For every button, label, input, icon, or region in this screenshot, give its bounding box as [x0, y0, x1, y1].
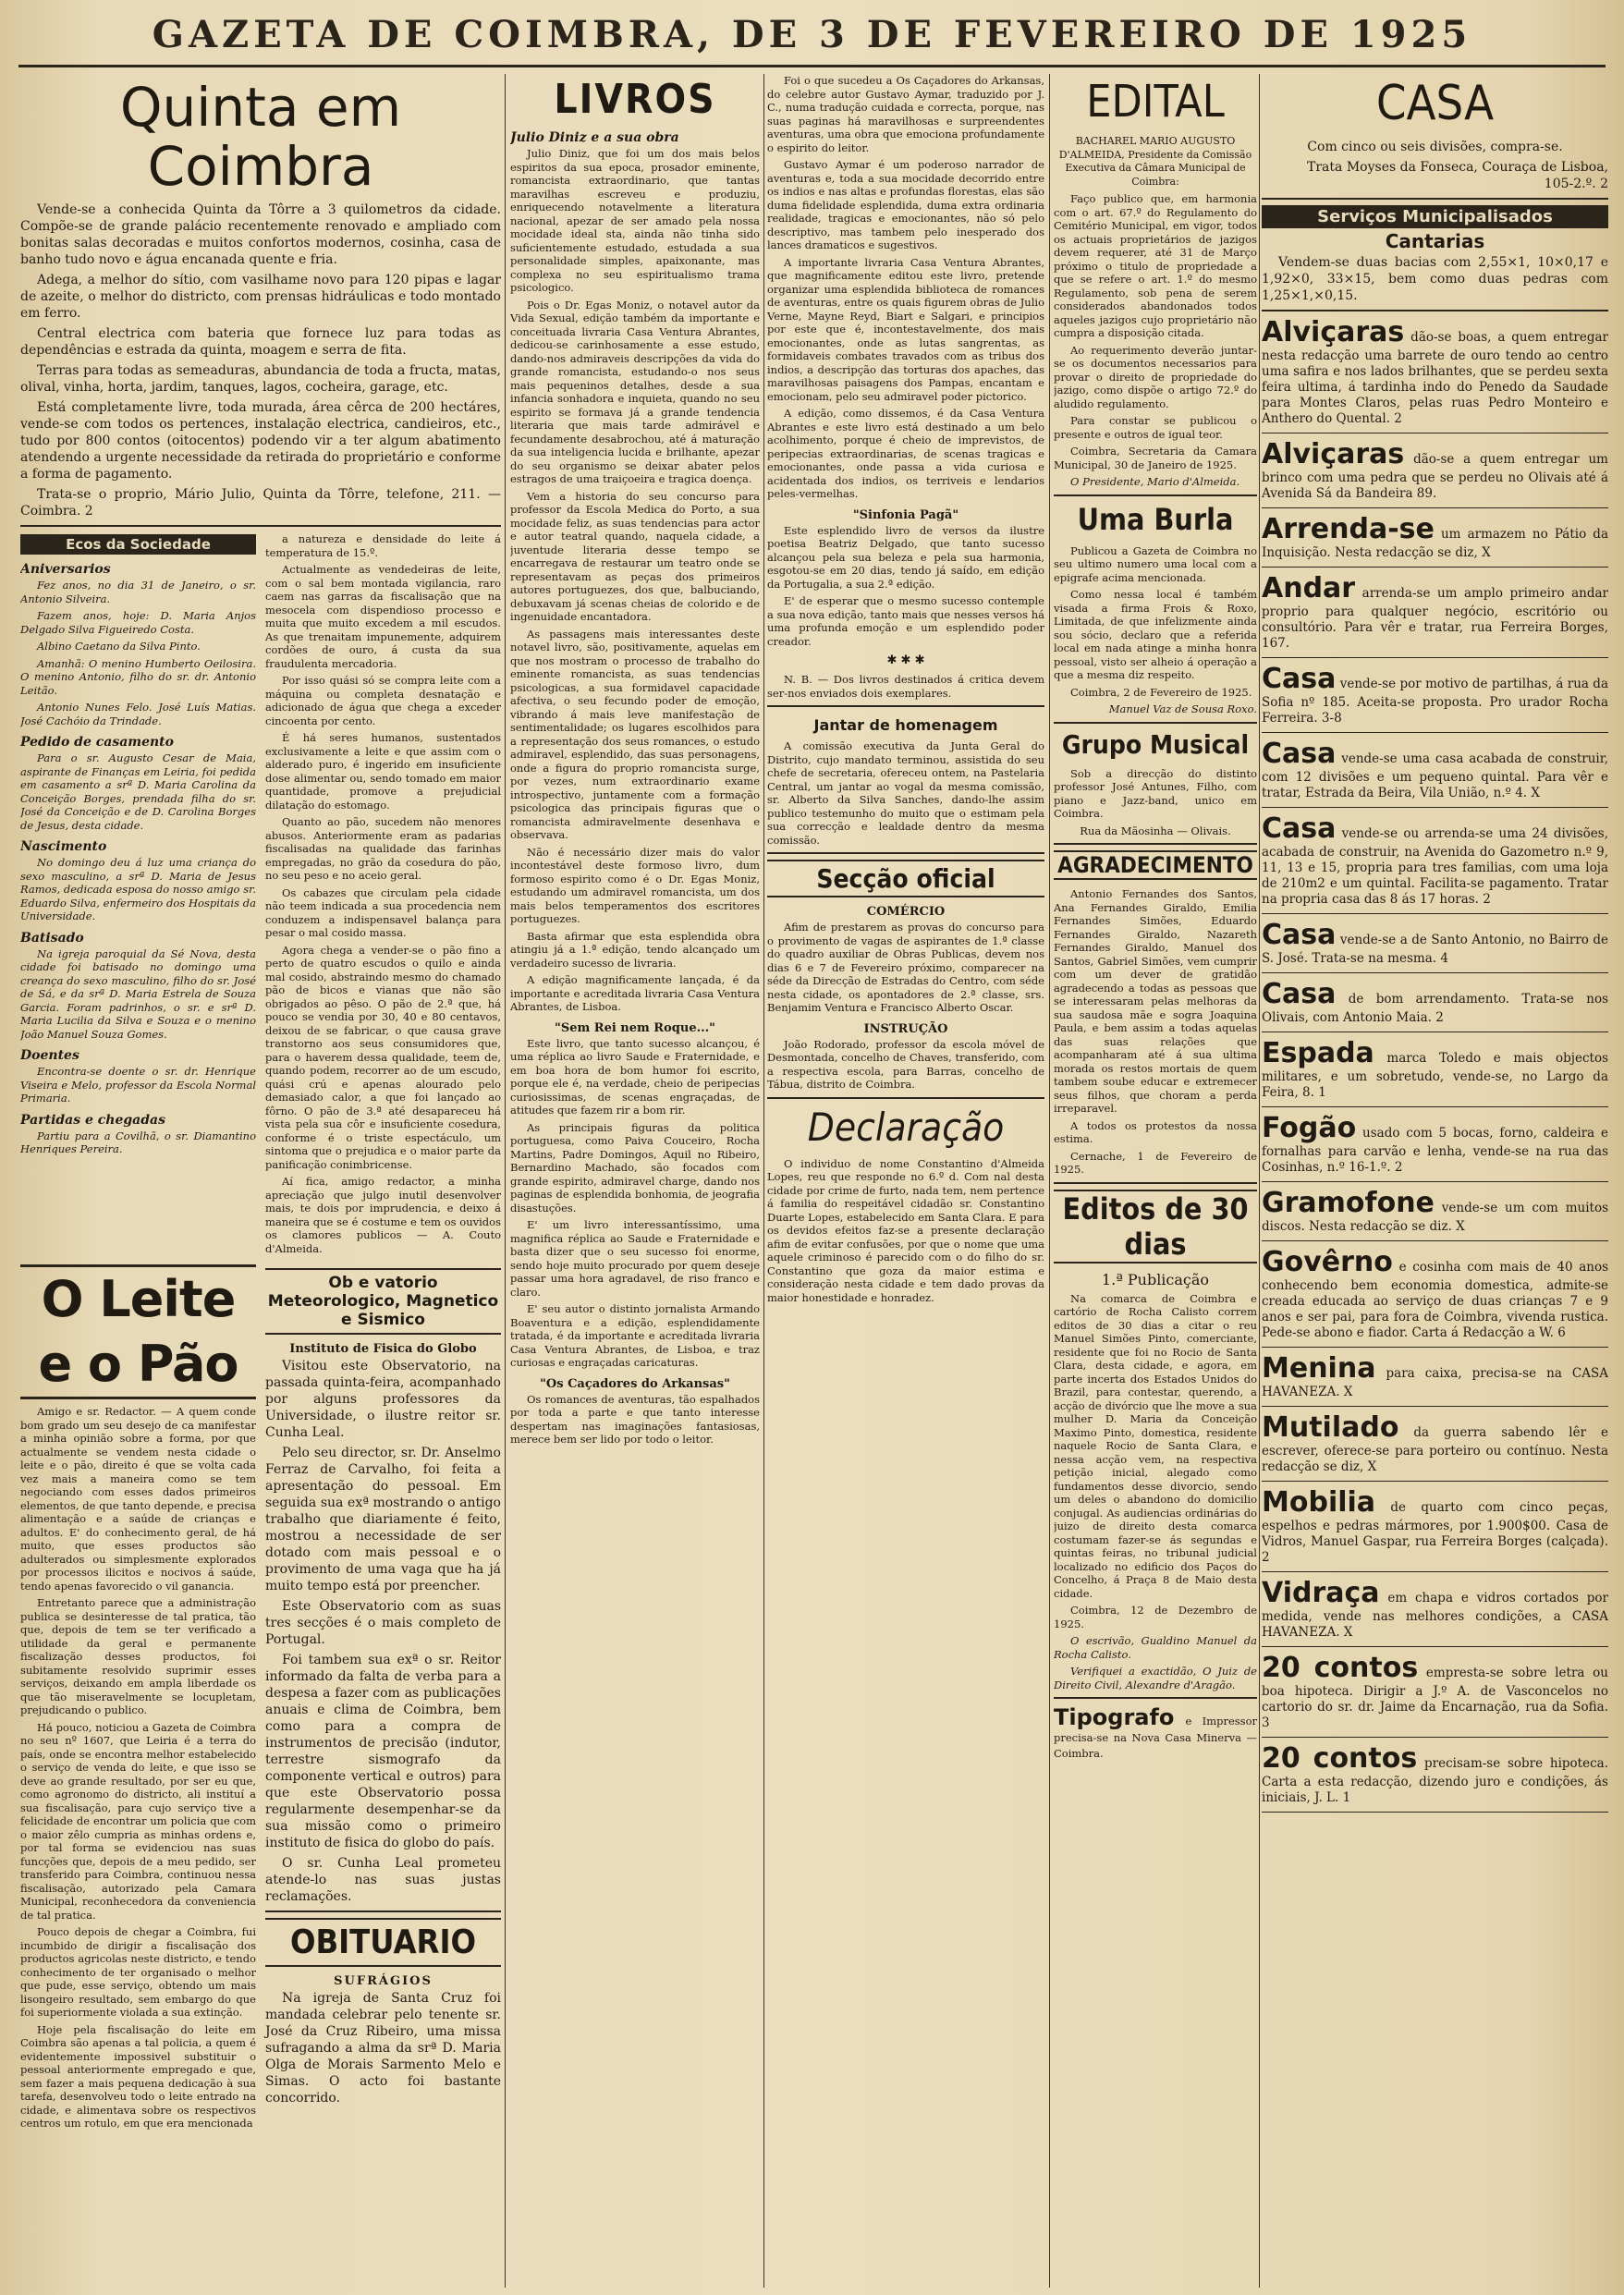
classified-ad: [1262, 1412, 1608, 1475]
seccao-paragraph: Afim de prestarem as provas do concurso para o provimento de vagas de aspirantes de 1.ª classe do quadro auxiliar de Obras Publicas, devem nos dias 6 e 7 de Fevereiro próximo, comparecer na séde da Direcção de Estradas do Centro, com séde nesta cidade, os apontadores de 2.ª classe, srs. Benjamim Ventura e Francisco Alberto Oscar.: [767, 921, 1044, 1014]
livros-paragraph: Basta afirmar que esta esplendida obra atingiu já a 1.ª edição, tendo alcançado um verdadeiro sucesso de livraria.: [510, 929, 760, 970]
classified-text: de quarto com cinco peças, espelhos e pedras mármores, por 1.900$00. Casa de Vidros, Manuel Gaspar, rua Ferreira Borges (calçada). 2: [1262, 1500, 1608, 1565]
observatorio-paragraph: Visitou este Observatorio, na passada quinta-feira, acompanhado por alguns professores da Universidade, o ilustre reitor sr. Cunha Leal.: [265, 1359, 501, 1440]
ecos-item: Antonio Nunes Felo. José Luís Matias. José Cachóio da Trindade.: [20, 701, 256, 727]
edital-paragraph: O Presidente, Mario d'Almeida.: [1070, 475, 1240, 488]
divider: [1054, 494, 1257, 496]
jantar-paragraph: A comissão executiva da Junta Geral do Distrito, cujo mandato terminou, assistida do seu chefe de secretaria, ofereceu ontem, na Pastelaria Central, um jantar ao vogal da mesma comissão, sr. Alberto da Silva Sanches, dando-lhe assim publico testemunho do muito que o estimam pela sua correcção e lealdade dentro da mesma comissão.: [767, 739, 1044, 847]
livros-paragraph: A importante livraria Casa Ventura Abrantes, que magnificamente editou este livro, pretende organizar uma esplendida biblioteca de romances de aventuras, entre os quais figurem obras de Julio Verne, Mayne Reyd, Biart e Salgari, e principios por este que é, incontestavelmente, dos mais emocionantes, onde as lutas sangrentas, as formidaveis combates travados com as tribus dos indios, a descripção das torturas dos apaches, das maravilhosas paisagens dos Pampas, encantam e emocionam, pelo seu admiravel poder pictorico.: [767, 255, 1044, 403]
ecos-item: No domingo deu á luz uma criança do sexo masculino, a srª D. Maria de Jesus Ramos, dedicada esposa do nosso amigo sr. Eduardo Silva, enfermeiro dos Hospitais da Universidade.: [20, 856, 256, 922]
classified-text: marca Toledo e mais objectos militares, e um sobretudo, vende-se, no Largo da Feira, 8. 1: [1262, 1051, 1608, 1100]
editos-paragraph: Na comarca de Coimbra e cartório de Rocha Calisto correm editos de 30 dias a citar o reu Manuel Simões Pinto, comerciante, residente que foi no Rocio de Santa Clara, desta cidade, e agora, em parte incerta dos Estados Unidos do Brazil, para contestar, querendo, a acção de divórcio que lhe move a sua mulher D. Maria da Conceição Maximo Pinto, domestica, residente naquele Rocio de Santa Clara, e nessa acção vem, na respectiva petição inicial, alegado como fundamentos desse divorcio, sendo um deles o abandono do domicilio conjugal. As audiencias ordinárias do juizo de direito desta comarca costumam fazer-se ás segundas e quintas feiras, no tribunal judicial localizado no edificio dos Paços do Concelho, á Praça 8 de Maio desta cidade.: [1054, 1291, 1257, 1600]
casa-title: CASA: [1375, 76, 1495, 131]
classified-text: vende-se ou arrenda-se uma 24 divisões, acabada de construir, na Avenida do Gazometro n.º 9, 11, 13 e 15, propria para tres familias, com uma loja de 210m2 e um quintal. Facilita-se pagamento. Tratar na propria casa das 8 ás 17 horas. 2: [1262, 826, 1608, 907]
divider: [265, 1910, 501, 1912]
livros-title: LIVROS: [554, 76, 716, 123]
livros-paragraph: A edição magnificamente lançada, é da importante e acreditada livraria Casa Ventura Abrantes, de Lisboa.: [510, 973, 760, 1013]
classified-ad: [1262, 317, 1608, 427]
classified-ad: [1262, 1487, 1608, 1566]
seccao-paragraph: João Rodorado, professor da escola móvel de Desmontada, concelho de Chaves, transferido, com a respectiva escola, para Barras, concelho de Tábua, distrito de Coimbra.: [767, 1037, 1044, 1091]
column-rule: [505, 74, 506, 2288]
oleite-paragraph: Há pouco, noticiou a Gazeta de Coimbra no seu nº 1607, que Leiria é a terra do país, onde se encontra melhor estabelecido o serviço de venda do leite, e que isso se deve ao grande resultado, por ser eu que, como agronomo do districto, ali instituí a sua fiscalisação, para cujo serviço tive a felicidade de encontrar um policia que com o maior zêlo cumpria as minhas ordens e, por tal forma se evidenciou nas suas funcções que, depois de a meu pedido, ser transferido para Coimbra, continuou nessa fiscalisação, autorizado pela Camara Municipal, reconhecedora da conveniencia de tal pratica.: [20, 1720, 256, 1922]
leite-paragraph: Agora chega a vender-se o pão fino a perto de quatro escudos o quilo e ainda mal cosido, abstraindo mesmo do chamado pão de bicos e vianas que não são obrigados ao pêso. O pão de 2.ª que, há pouco se vendia por 30, 40 e 80 centavos, deixou de se fabricar, o que causa grave transtorno aos seus consumidores que, para o haverem dessa qualidade, teem de, quando podem, recorrer ao de um escudo, quási crú e apenas alourado pelo demasiado calor, a que foi lançado ao fôrno. O pão de 3.ª até desapareceu há vista pela sua côr e insuficiente cosedura, conforme é o triste espectáculo, um sintoma que o prejudica e o maior parte da panificação conimbricense.: [265, 943, 501, 1171]
edital-title: EDITAL: [1086, 76, 1225, 128]
classified-title: Vidraça: [1262, 1577, 1380, 1609]
classified-title: Casa: [1262, 978, 1337, 1010]
livros-paragraph: Este livro, que tanto sucesso alcançou, é uma réplica ao livro Saude e Fraternidade, e em boa hora de bom humor foi escrito, porque ele é, na verdade, cheio de peripecias curiosissimas, de scenas engraçadas, de atitudes que fazem rir a bom rir.: [510, 1036, 760, 1117]
masthead: GAZETA DE COIMBRA, DE 3 DE FEVEREIRO DE 1925: [152, 13, 1472, 56]
divider: [1262, 972, 1608, 973]
partidas-heading: Partidas e chegadas: [20, 1112, 165, 1128]
classified-ad: [1262, 1578, 1608, 1641]
classified-text: empresta-se sobre letra ou boa hipoteca. Dirigir a J.º A. de Vasconcelos no cartorio do sr. dr. Jaime da Encarnação, rua da Sofia. 3: [1262, 1666, 1608, 1730]
divider: [1262, 732, 1608, 733]
divider: [1262, 567, 1608, 568]
edital-paragraph: Para constar se publicou o presente e outros de igual teor.: [1054, 414, 1257, 441]
seccao-title: Secção oficial: [767, 860, 1044, 897]
classified-text: vende-se um com muitos discos. Nesta redacção se diz. X: [1262, 1201, 1608, 1234]
classified-ad: [1262, 439, 1608, 502]
ecos-item: Encontra-se doente o sr. dr. Henrique Viseira e Melo, professor da Escola Normal Primaria.: [20, 1065, 256, 1105]
oleite-paragraph: Pouco depois de chegar a Coimbra, fui incumbido de dirigir a fiscalisação dos productos agricolas neste districto, e tendo conhecimento de ter organisado o melhor que pude, esse serviço, obtendo um mais lisongeiro resultado, sem embargo do que foi superiormente violada a sua extinção.: [20, 1925, 256, 2019]
divider: [1262, 1240, 1608, 1241]
classified-text: precisam-se sobre hipoteca. Carta a esta redacção, dizendo juro e condições, ás iniciais, J. L. 1: [1262, 1756, 1608, 1805]
oleite-paragraph: Amigo e sr. Redactor. — A quem conde bom grado um seu desejo de ca manifestar a minha opinião sobre a forma, por que actualmente se vendem nesta cidade o leite e o pão, direito é que se volta cada vez mais a maneira como se tem negociando com esses dados primeiros elementos, de que tanto depende, e precisa alimentação e a saúde de crianças e adultos. E' do conhecimento geral, de há muito, que esses productos são adulterados ou simplesmente explorados por processos ilicitos e nocivos á saúde, tendo apenas favorecido o vil ganancia.: [20, 1405, 256, 1593]
classified-ad: [1262, 514, 1608, 561]
classified-title: Menina: [1262, 1352, 1376, 1385]
classified-title: Govêrno: [1262, 1246, 1393, 1278]
classified-title: 20 contos: [1262, 1652, 1419, 1684]
livros-note: N. B. — Dos livros destinados á critica devem ser-nos enviados dois exemplares.: [767, 673, 1044, 700]
livros-paragraph: Pois o Dr. Egas Moniz, o notavel autor da Vida Sexual, edição também da importante e conceituada livraria Casa Ventura Abrantes, dedicou-se carinhosamente a esse estudo, dando-nos admiraveis descripções da vida do grande romancista, estudando-o nos seus mais pequeninos detalhes, desde a sua infancia sonhadora e inquieta, quando no seu espirito se formava já a grande tendencia literaria que mais tarde admirável e fecundamente desabrochou, até á maturação da sua inteligencia lucida e brilhante, apezar do seu organismo se deixar abater pelos estragos de uma traiçoeira e tragica doença.: [510, 298, 760, 485]
tipografo-title: Tipografo: [1054, 1704, 1175, 1730]
classified-ad: [1262, 920, 1608, 967]
divider: [1262, 1646, 1608, 1647]
classified-ad: [1262, 1038, 1608, 1101]
classified-text: para caixa, precisa-se na CASA HAVANEZA. X: [1262, 1366, 1608, 1399]
divider: [1262, 657, 1608, 658]
classified-text: dão-se boas, a quem entregar nesta redacção uma barrete de ouro tendo ao centro uma safira e nos lados brilhantes, que se perdeu sexta feira ultima, á tardinha indo do Penedo da Saudade para Montes Claros, pelas ruas Pedro Monteiro e Anthero do Quental. 2: [1262, 330, 1608, 426]
livros-paragraph: A edição, como dissemos, é da Casa Ventura Abrantes e este livro está destinado a um belo acolhimento, porque é cheio de imprevistos, de peripecias extraordinarias, de scenas tragicas e emocionantes, onde passa a vida curiosa e acidentada dos indios, os terriveis e lendarios peles-vermelhas.: [767, 407, 1044, 500]
livros-paragraph: E' um livro interessantíssimo, uma magnifica réplica ao Saude e Fraternidade e basta dizer que o seu sucesso foi enorme, sendo hoje muito procurado por quem deseje passar uma hora agradavel, de riso franco e claro.: [510, 1218, 760, 1299]
editos-paragraph: O escrivão, Gualdino Manuel da Rocha Calisto.: [1054, 1634, 1257, 1661]
livros-paragraph: Julio Diniz, que foi um dos mais belos espiritos da sua epoca, prosador eminente, romancista extraordinario, que tantas maravilhas escreveu e produziu, enriquecendo notavelmente a literatura nacional, apezar de ser amado pela nossa mocidade ideal sta, ainda não tinha sido suficientemente estudado, estudada a sua personalidade simples, apaixonante, mas complexa no seu espiritualismo trama psicologico.: [510, 147, 760, 294]
classified-title: Arrenda-se: [1262, 513, 1435, 545]
classified-text: vende-se a de Santo Antonio, no Bairro de S. José. Trata-se na mesma. 4: [1262, 933, 1608, 966]
casa-text: Com cinco ou seis divisões, compra-se.: [1307, 140, 1563, 154]
masthead-rule: [18, 65, 1606, 67]
classified-title: Alviçaras: [1262, 438, 1405, 470]
classifieds-list: [1262, 317, 1608, 1813]
classified-ad: [1262, 739, 1608, 801]
livros-paragraph: Este esplendido livro de versos da ilustre poetisa Beatriz Delgado, que tanto sucesso alcançou pela sua beleza e pela sua harmonia, esgotou-se em 20 dias, tendo já saído, em edição da Portugalia, a sua 2.ª edição.: [767, 523, 1044, 591]
divider: [1262, 198, 1608, 200]
classified-text: e cosinha com mais de 40 anos conhecendo bem economia domestica, admite-se creada educada ao serviço de duas crianças 7 e 9 anos e ser pai, para fora de Coimbra, vivenda rustica. Pede-se abono e fiador. Carta á Redacção a W. 6: [1262, 1260, 1608, 1340]
editos-paragraph: Coimbra, 12 de Dezembro de 1925.: [1054, 1604, 1257, 1630]
divider: [1262, 1106, 1608, 1107]
quinta-paragraph: Trata-se o proprio, Mário Julio, Quinta da Tôrre, telefone, 211. — Coimbra. 2: [20, 487, 501, 519]
observatorio-paragraph: Este Observatorio com as suas tres secções é o mais completo de Portugal.: [265, 1599, 501, 1647]
quinta-title: Quinta em Coimbra: [119, 76, 402, 198]
classified-title: Alviçaras: [1262, 316, 1405, 348]
classified-ad: [1262, 1743, 1608, 1806]
observatorio-section: [265, 1259, 501, 2134]
divider: [767, 852, 1044, 854]
stars-separator: ✱ ✱ ✱: [886, 653, 925, 667]
servicos-subtitle: Cantarias: [1385, 230, 1485, 252]
declaracao-paragraph: O individuo de nome Constantino d'Almeida Lopes, reu que responde no 6.º d. Com nal desta cidade por crime de furto, nada tem, nem pertence á familia do respeitável cidadão sr. Constantino Duarte Lopes, estabelecido em Santa Clara. E para os devidos efeitos faz-se a presente declaração afim de evitar confusões, por que o nome que uma aquele criminoso é parecido com o do filho do sr. Constantino que goza da maior estima e consideração nesta cidade e tem dado provas da maior honestidade e honradez.: [767, 1156, 1044, 1304]
divider: [1262, 1737, 1608, 1738]
doentes-heading: Doentes: [20, 1048, 79, 1063]
classified-ad: [1262, 1113, 1608, 1176]
divider: [1262, 1181, 1608, 1182]
livros-heading: Julio Diniz e a sua obra: [510, 130, 679, 145]
classified-title: Casa: [1262, 663, 1337, 695]
leite-paragraph: Quanto ao pão, sucedem não menores abusos. Anteriormente eram as padarias fiscalisadas na qualidade das farinhas empregadas, no grão da cosedura do pão, no seu peso e no aceio geral.: [265, 815, 501, 882]
declaracao-section: [767, 1105, 1044, 1305]
observatorio-paragraph: Foi tambem sua exª o sr. Reitor informado da falta de verba para a despesa a fazer com as publicações anuais e clima de Coimbra, bem como para a compra de instrumentos de precisão (indutor, terrestre sismografo da componente vertical e outros) para que este Observatorio possa regularmente desempenhar-se da sua missão como o primeiro instituto de fisica do globo do país.: [265, 1653, 501, 1850]
column-3: [767, 74, 1044, 2288]
column-rule: [763, 74, 764, 2288]
burla-paragraph: Publicou a Gazeta de Coimbra no seu ultimo numero uma local com a epigrafe acima mencionada.: [1054, 543, 1257, 584]
ecos-item: Para o sr. Augusto Cesar de Maia, aspirante de Finanças em Leiria, foi pedida em casamento a srª D. Maria Carolina da Conceição Borges, prendada filha do sr. José da Conceição e de D. Carolina Borges de Jesus, desta cidade.: [20, 751, 256, 832]
divider: [767, 705, 1044, 707]
classified-ad: [1262, 1188, 1608, 1235]
classified-text: arrenda-se um amplo primeiro andar proprio para qualquer negócio, escritório ou consultório. Para vêr e tratar, rua Ferreira Borges, 167.: [1262, 586, 1608, 651]
livros-heading: "Os Caçadores do Arkansas": [540, 1376, 730, 1391]
editos-paragraph: Verifiquei a exactidão, O Juiz de Direito Civil, Alexandre d'Aragão.: [1054, 1665, 1257, 1691]
classified-title: Espada: [1262, 1037, 1374, 1069]
declaracao-title: Declaração: [807, 1104, 1005, 1150]
classified-title: Mutilado: [1262, 1411, 1399, 1444]
classified-title: Mobilia: [1262, 1486, 1376, 1519]
editos-title: Editos de 30 dias: [1054, 1190, 1257, 1263]
divider: [1262, 913, 1608, 914]
observatorio-paragraph: O sr. Cunha Leal prometeu atende-lo nas suas justas reclamações.: [265, 1856, 501, 1904]
livros-paragraph: Não é necessário dizer mais do valor incontestável deste formoso livro, dum formoso espirito como é o Dr. Egas Moniz, estudando um admiravel romancista, um dos mais belos temperamentos dos escritores portuguezes.: [510, 845, 760, 925]
divider: [1054, 843, 1257, 845]
classified-ad: [1262, 979, 1608, 1026]
column-2: [510, 74, 760, 2288]
classified-text: da guerra sabendo lêr e escrever, oferece-se para porteiro ou contínuo. Nesta redacção se diz, X: [1262, 1425, 1608, 1474]
ecos-item: Albino Caetano da Silva Pinto.: [37, 640, 201, 653]
divider: [1262, 1812, 1608, 1813]
leite-paragraph: a natureza e densidade do leite á temperatura de 15.º.: [265, 532, 501, 559]
grupo-section: [1054, 729, 1257, 838]
oleite-title: O Leite e o Pão: [20, 1264, 256, 1399]
classified-text: vende-se uma casa acabada de construir, com 12 divisões e um pequeno quintal. Para vêr e tratar, Estrada da Beira, Vila União, n.º 4. X: [1262, 751, 1608, 800]
ecos-item: Fez anos, no dia 31 de Janeiro, o sr. Antonio Silveira.: [20, 579, 256, 605]
agradecimento-paragraph: Cernache, 1 de Fevereiro de 1925.: [1054, 1149, 1257, 1176]
divider: [1262, 310, 1608, 311]
burla-section: [1054, 502, 1257, 716]
agradecimento-section: [1054, 850, 1257, 1177]
divider: [1262, 807, 1608, 808]
editos-section: [1054, 1190, 1257, 1692]
ecos-title: Ecos da Sociedade: [20, 534, 256, 555]
leite-paragraph: Os cabazes que circulam pela cidade não teem indicada a sua procedencia nem conduzem a indispensavel balança para pesar o mal cosido massa.: [265, 885, 501, 939]
ecos-item: Partiu para a Covilhã, o sr. Diamantino Henriques Pereira.: [20, 1129, 256, 1155]
jantar-section: [767, 716, 1044, 847]
livros-paragraph: Os romances de aventuras, tão espalhados por toda a parte e que tanto interesse despertam nas imaginações fantasiosas, merece bem ser lido por todo o leitor.: [510, 1392, 760, 1446]
tipografo-ad: [1054, 1704, 1257, 1762]
burla-paragraph: Como nessa local é também visada a firma Frois & Roxo, Limitada, de que infelizmente ainda sou sócio, declaro que a referida local em nada atinge a minha honra pessoal, visto ser alheio á operação a que a mesma diz respeito.: [1054, 588, 1257, 681]
casa-text: Trata Moyses da Fonseca, Couraça de Lisboa, 105-2.º. 2: [1307, 160, 1608, 191]
divider: [1262, 507, 1608, 508]
edital-paragraph: Faço publico que, em harmonia com o art. 67.º do Regulamento do Cemitério Municipal, em vigor, todos os actuais proprietários de jazigos devem requerer, até 31 de Março próximo o titulo de propriedade a que se refere o art. 1.º do mesmo Regulamento, sob pena de serem considerados abandonados todos aqueles jazigos cujo proprietário não cumpra a disposição citada.: [1054, 192, 1257, 339]
leite-paragraph: Por isso quási só se compra leite com a máquina ou completa desnatação e adicionado de água que chega a exceder cincoenta por cento.: [265, 674, 501, 727]
classified-title: Gramofone: [1262, 1187, 1435, 1219]
quinta-paragraph: Central electrica com bateria que fornece luz para todas as dependências e estrada da quinta, moagem e serra de fita.: [20, 326, 501, 358]
burla-paragraph: Coimbra, 2 de Fevereiro de 1925.: [1070, 685, 1252, 699]
quinta-paragraph: Vende-se a conhecida Quinta da Tôrre a 3 quilometros da cidade. Compõe-se de grande palácio recentemente renovado e ampliado com bonitas salas decoradas e muitos confortos modernos, cosinha, casa de banho tudo novo e água encanada quente e fria.: [20, 202, 501, 267]
classified-title: Casa: [1262, 812, 1337, 845]
column-rule: [1259, 74, 1260, 2288]
burla-title: Uma Burla: [1077, 501, 1234, 537]
quinta-ad: [20, 78, 501, 519]
pedido-heading: Pedido de casamento: [20, 735, 174, 750]
leite-paragraph: É há seres humanos, sustentados exclusivamente a leite e que assim com o alderado puro, é ingerido em insuficiente dose alimentar ou, sendo tomado em maior quantidade, promove a prejudicial dilatação do estomago.: [265, 731, 501, 812]
divider: [1262, 1347, 1608, 1348]
servicos-text: Vendem-se duas bacias com 2,55×1, 10×0,17 e 1,92×0, 33×15, bem como duas pedras com 1,25×1,×0,15.: [1262, 255, 1608, 303]
agradecimento-title: AGRADECIMENTO: [1054, 850, 1257, 880]
edital-paragraph: Coimbra, Secretaria da Camara Municipal, 30 de Janeiro de 1925.: [1054, 445, 1257, 471]
obituario-paragraph: Na igreja de Santa Cruz foi mandada celebrar pelo tenente sr. José da Cruz Ribeiro, uma missa sufragando a alma da srª D. Maria Olga de Morais Sarmento Melo e Simas. O acto foi bastante concorrido.: [265, 1991, 501, 2106]
divider: [1262, 1571, 1608, 1572]
grupo-address: Rua da Mãosinha — Olivais.: [1080, 824, 1231, 837]
classified-text: vende-se por motivo de partilhas, á rua da Sofia nº 185. Aceita-se proposta. Pro urador Rocha Ferreira. 3-8: [1262, 677, 1608, 726]
classified-text: usado com 5 bocas, forno, caldeira e fornalhas para carvão e lenha, vende-se na rua das Cosinhas, n.º 16-1.º. 2: [1262, 1126, 1608, 1175]
divider: [767, 1097, 1044, 1099]
classified-title: Fogão: [1262, 1112, 1357, 1144]
grupo-paragraph: Sob a direcção do distinto professor José Antunes, Filho, com piano e Jazz-band, unico em Coimbra.: [1054, 766, 1257, 820]
comercio-heading: COMÉRCIO: [866, 905, 946, 919]
classified-ad: [1262, 1353, 1608, 1400]
servicos-title: Serviços Municipalisados: [1262, 205, 1608, 228]
leite-paragraph: Actualmente as vendedeiras de leite, com o sal bem montada vigilancia, raro caem nas garras da fiscalisação que na mesocela com dispendioso processo e muita que muito excedem a mil escudos. As que trenaitam impunemente, adquirem cordões de ouro, á custa da sua fraudulenta mercadoria.: [265, 563, 501, 670]
classified-title: 20 contos: [1262, 1742, 1418, 1775]
ecos-section: [20, 532, 256, 1259]
classified-text: em chapa e vidros cortados por medida, vende nas melhores condições, a CASA HAVANEZA. X: [1262, 1591, 1608, 1640]
observatorio-paragraph: Pelo seu director, sr. Dr. Anselmo Ferraz de Carvalho, foi feita a apresentação do pessoal. Em seguida sua exª mostrando o antigo trabalho que diariamente é feito, mostrou a necessidade de ser dotado com mais pessoal e o provimento de uma vaga que ha já muito tempo está por preencher.: [265, 1446, 501, 1593]
batisado-heading: Batisado: [20, 930, 84, 946]
seccao-section: [767, 860, 1044, 1092]
edital-paragraph: BACHAREL MARIO AUGUSTO D'ALMEIDA, Presidente da Comissão Executiva da Câmara Municipal de Coimbra:: [1058, 135, 1252, 188]
edital-paragraph: Ao requerimento deverão juntar-se os documentos necessarios para provar o direito de propriedade do jazigo, como dispõe o artigo 72.º do aludido regulamento.: [1054, 343, 1257, 410]
divider: [1054, 1182, 1257, 1184]
classified-title: Andar: [1262, 572, 1356, 604]
classified-title: Casa: [1262, 919, 1337, 951]
tipografo-text: e Impressor precisa-se na Nova Casa Minerva — Coimbra.: [1054, 1715, 1257, 1760]
obituario-subtitle: SUFRÁGIOS: [334, 1974, 433, 1988]
column-5: [1262, 74, 1608, 2288]
livros-paragraph: As passagens mais interessantes deste notavel livro, são, positivamente, aquelas em que nos mostram o processo de trabalho do eminente romancista, as suas tendencias psicologicas, a sua formidavel capacidade afectiva, o seu fecundo poder de emoção, vibrando á mais leve manifestação de sentimentalidade; os lugares escolhidos para a representação dos seus romances, o estudo admiravel, esplendido, das suas personagens, onde a figura do proprio romancista surge, por vezes, num extraordinario exame introspectivo, juntamente com a formação psicologica das principais figuras que o romancista admiravelmente desenhava e observava.: [510, 627, 760, 841]
divider: [20, 525, 501, 527]
livros-paragraph: E' de esperar que o mesmo sucesso contemple a sua nova edição, tanto mais que nesses versos há uma profunda emoção e um esplendido poder creador.: [767, 594, 1044, 648]
nascimento-heading: Nascimento: [20, 839, 107, 854]
livros-heading: "Sinfonia Pagã": [852, 507, 959, 522]
leite-continuation: [265, 532, 501, 1259]
livros-paragraph: E' seu autor o distinto jornalista Armando Boaventura e a edição, esplendidamente tratada, é da importante e acreditada livraria Casa Ventura Abrantes, de Lisboa, e traz curiosas e engraçadas caricaturas.: [510, 1302, 760, 1369]
livros-paragraph: Gustavo Aymar é um poderoso narrador de aventuras e, toda a sua mocidade decorrido entre os indios e nas altas e profundas florestas, elas são duma fidelidade esplendida, duma extra ordinaria realidade, tragicas e emocionantes, não só pelo descriptivo, mas tambem pelo inesperado dos lances dramaticos e sugestivos.: [767, 158, 1044, 251]
obituario-title: OBITUARIO: [265, 1918, 501, 1967]
aniversarios-heading: Aniversarios: [20, 562, 111, 577]
divider: [1262, 1481, 1608, 1482]
classified-text: dão-se a quem entregar um brinco com uma pedra que se perdeu no Olivais até á Avenida Sá da Bandeira 89.: [1262, 452, 1608, 501]
editos-subtitle: 1.ª Publicação: [1101, 1270, 1210, 1288]
column-rule: [1049, 74, 1050, 2288]
oleite-section: [20, 1259, 256, 2134]
ecos-item: Amanhã: O menino Humberto Oeilosira. O menino Antonio, filho do sr. dr. Antonio Leitão.: [20, 656, 256, 697]
observatorio-subtitle: Instituto de Fisica do Globo: [289, 1342, 477, 1356]
column-1: [20, 74, 501, 2288]
instrucao-heading: INSTRUÇÃO: [863, 1021, 948, 1036]
agradecimento-paragraph: A todos os protestos da nossa estima.: [1054, 1118, 1257, 1145]
classified-ad: [1262, 573, 1608, 652]
leite-paragraph: Aí fica, amigo redactor, a minha apreciação que julgo inutil desenvolver mais, te dois por imprudencia, e deixo á maneira que se é costume e tem os ouvidos os clamores publicos — A. Couto d'Almeida.: [265, 1175, 501, 1255]
quinta-paragraph: Está completamente livre, toda murada, área cêrca de 200 hectáres, vende-se com todos os pertences, instalação electrica, candieiros, etc., tudo por 800 contos (oitocentos) podendo vir a ter algum abatimento atendendo a urgente necessidade da retirada do proprietário e conforme a forma de pagamento.: [20, 400, 501, 482]
jantar-title: Jantar de homenagem: [813, 716, 998, 734]
classified-ad: [1262, 1247, 1608, 1341]
divider: [1262, 1406, 1608, 1407]
column-4: [1054, 74, 1257, 2288]
livros-paragraph: As principais figuras da politica portuguesa, como Paiva Couceiro, Rocha Martins, Padre Domingos, Aquil no Ribeiro, Bernardino Machado, são focados com grande espirito, admiravel charge, dando nos paginas de esplendida bonhomia, de jeografia disastuções.: [510, 1120, 760, 1215]
observatorio-title: Ob e vatorio Meteorologico, Magnetico e Sismico: [265, 1268, 501, 1335]
livros-heading: "Sem Rei nem Roque...": [555, 1020, 715, 1035]
burla-paragraph: Manuel Vaz de Sousa Roxo.: [1108, 702, 1257, 715]
oleite-paragraph: Entretanto parece que a administração publica se desinteresse de tal pratica, tão que, depois de tem se ter verificado a utilidade da geral e permanente fiscalização desses productos, foi subitamente resolvido suprimir esses serviços, deixando em ampla liberdade os que tão miseravelmente se locupletam, prejudicando o publico.: [20, 1596, 256, 1716]
classified-ad: [1262, 664, 1608, 726]
classified-text: um armazem no Pátio da Inquisição. Nesta redacção se diz, X: [1262, 527, 1608, 560]
agradecimento-paragraph: Antonio Fernandes dos Santos, Ana Fernandes Giraldo, Emilia Fernandes Simões, Eduardo Fernandes Giraldo, Nazareth Fernandes Giraldo, Manuel dos Santos, Gabriel Simões, vem cumprir com um dever de gratidão agradecendo a todas as pessoas que se interessaram pelas melhoras da sua saudosa mãe e sogra Joaquina Paula, e bem assim a todas aquelas das suas relações que acompanharam até á sua ultima morada os restos mortais de quem tambem soube educar e extremecer seus filhos, que choram a perda irreparavel.: [1054, 887, 1257, 1115]
ecos-item: Na igreja paroquial da Sé Nova, desta cidade foi batisado no domingo uma creança do sexo masculino, filho do sr. José de Sá, e da srª D. Maria Estrela de Souza Garcia. Foram padrinhos, o sr. e srª D. Maria Lucilia da Silva e Souza e o menino João Manuel Souza Gomes.: [20, 946, 256, 1041]
divider: [1054, 722, 1257, 724]
livros-paragraph: Vem a historia do seu concurso para professor da Escola Medica do Porto, a sua mocidade feliz, as suas tendencias para actor e autor teatral quando, naquela cidade, a juventude literaria desse tempo se encarregava de restaurar um teatro onde se representavam as peças dos primeiros autores portuguezes, dos que, balbuciando, debuxavam já scenas cheias de colorido e de ingenuidade encantadora.: [510, 489, 760, 623]
quinta-paragraph: Adega, a melhor do sítio, com vasilhame novo para 120 pipas e lagar de azeite, o melhor do districto, com prensas hidráulicas e todo montado em ferro.: [20, 273, 501, 321]
livros-paragraph: Foi o que sucedeu a Os Caçadores do Arkansas, do celebre autor Gustavo Aymar, traduzido por J. C., numa tradução cuidada e correcta, porque, nas suas paginas há maravilhosas e surpreendentes aventuras, uma obra que emociona profundamente o espirito do leitor.: [767, 74, 1044, 154]
quinta-paragraph: Terras para todas as semeaduras, abundancia de toda a fructa, matas, olival, vinha, horta, jardim, tanques, lagos, cocheira, garage, etc.: [20, 363, 501, 395]
divider: [1054, 1697, 1257, 1699]
grupo-title: Grupo Musical: [1061, 728, 1250, 760]
classified-text: de bom arrendamento. Trata-se nos Olivais, com Antonio Maia. 2: [1262, 992, 1608, 1025]
oleite-paragraph: Hoje pela fiscalisação do leite em Coimbra são apenas a tal policia, a quem é evidentemente impossivel substituir o pessoal anteriormente empregado e que, sem fazer a mais pequena dedicação à sua tarefa, desenvolveu todo o leite entrado na cidade, e alimentava sobre os respectivos centros um rotulo, em que era mencionada: [20, 2022, 256, 2130]
classified-title: Casa: [1262, 738, 1337, 770]
classified-ad: [1262, 813, 1608, 908]
ecos-item: Fazem anos, hoje: D. Maria Anjos Delgado Silva Figueiredo Costa.: [20, 609, 256, 636]
classified-ad: [1262, 1653, 1608, 1731]
